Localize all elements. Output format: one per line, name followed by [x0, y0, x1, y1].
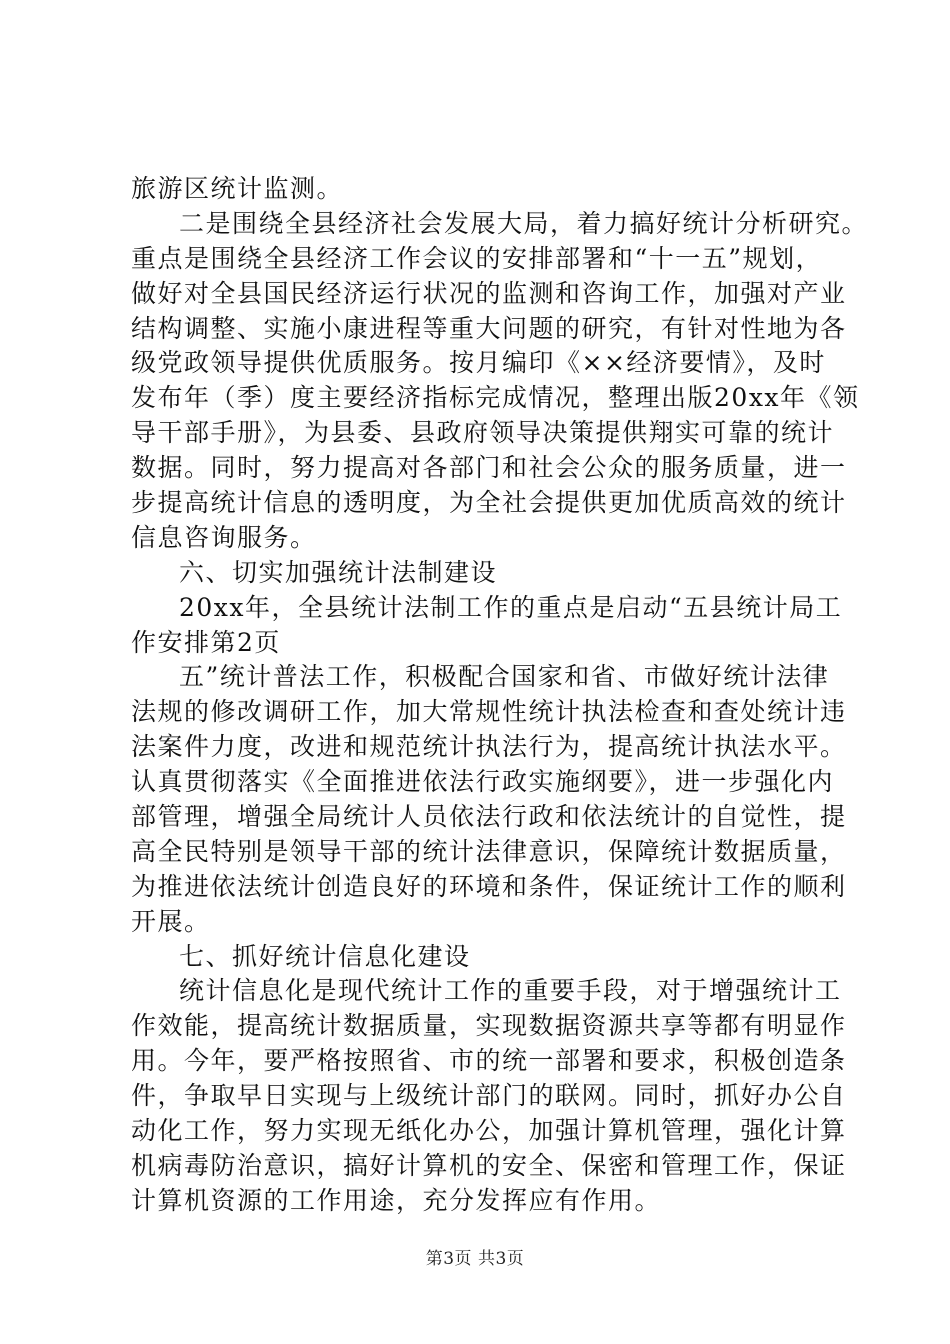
page-footer: 第3页 共3页 [425, 1249, 525, 1269]
text-line: 法规的修改调研工作，加大常规性统计执法检查和查处统计违 [131, 697, 847, 727]
text-line: 发布年（季）度主要经济指标完成情况，整理出版20xx年《领 [131, 383, 860, 413]
text-line: 步提高统计信息的透明度，为全社会提供更加优质高效的统计 [131, 488, 847, 518]
text-line: 重点是围绕全县经济工作会议的安排部署和“十一五”规划， [131, 243, 823, 273]
section-heading: 六、切实加强统计法制建设 [179, 557, 498, 587]
text-line: 高全民特别是领导干部的统计法律意识，保障统计数据质量， [131, 836, 847, 866]
text-line: 统计信息化是现代统计工作的重要手段，对于增强统计工 [179, 976, 842, 1006]
text-line: 作效能，提高统计数据质量，实现数据资源共享等都有明显作 [131, 1011, 847, 1041]
text-line: 件，争取早日实现与上级统计部门的联网。同时，抓好办公自 [131, 1081, 847, 1111]
text-line: 计算机资源的工作用途，充分发挥应有作用。 [131, 1185, 662, 1215]
document-body [131, 172, 869, 1219]
text-line: 数据。同时，努力提高对各部门和社会公众的服务质量，进一 [131, 453, 847, 483]
text-line: 法案件力度，改进和规范统计执法行为，提高统计执法水平。 [131, 732, 847, 762]
text-line: 结构调整、实施小康进程等重大问题的研究，有针对性地为各 [131, 313, 847, 343]
text-line: 部管理，增强全局统计人员依法行政和依法统计的自觉性，提 [131, 802, 847, 832]
text-line: 级党政领导提供优质服务。按月编印《××经济要情》，及时 [131, 348, 826, 378]
text-line: 二是围绕全县经济社会发展大局，着力搞好统计分析研究。 [179, 208, 869, 238]
text-line: 机病毒防治意识，搞好计算机的安全、保密和管理工作，保证 [131, 1150, 847, 1180]
text-line: 认真贯彻落实《全面推进依法行政实施纲要》，进一步强化内 [131, 767, 835, 797]
text-line: 用。今年，要严格按照省、市的统一部署和要求，积极创造条 [131, 1046, 847, 1076]
text-line: 旅游区统计监测。 [131, 174, 344, 203]
text-line: 动化工作，努力实现无纸化办公，加强计算机管理，强化计算 [131, 1116, 847, 1146]
text-line: 信息咨询服务。 [131, 522, 317, 552]
text-line: 导干部手册》，为县委、县政府领导决策提供翔实可靠的统计 [131, 418, 835, 448]
text-line: 作安排第2页 [131, 627, 281, 657]
text-line: 五”统计普法工作，积极配合国家和省、市做好统计法律 [179, 662, 830, 692]
text-line: 做好对全县国民经济运行状况的监测和咨询工作，加强对产业 [131, 278, 847, 308]
section-heading: 七、抓好统计信息化建设 [179, 941, 471, 971]
text-line: 开展。 [131, 906, 211, 936]
text-line: 为推进依法统计创造良好的环境和条件，保证统计工作的顺利 [131, 871, 847, 901]
text-line: 20xx年，全县统计法制工作的重点是启动“五县统计局工 [179, 592, 843, 622]
